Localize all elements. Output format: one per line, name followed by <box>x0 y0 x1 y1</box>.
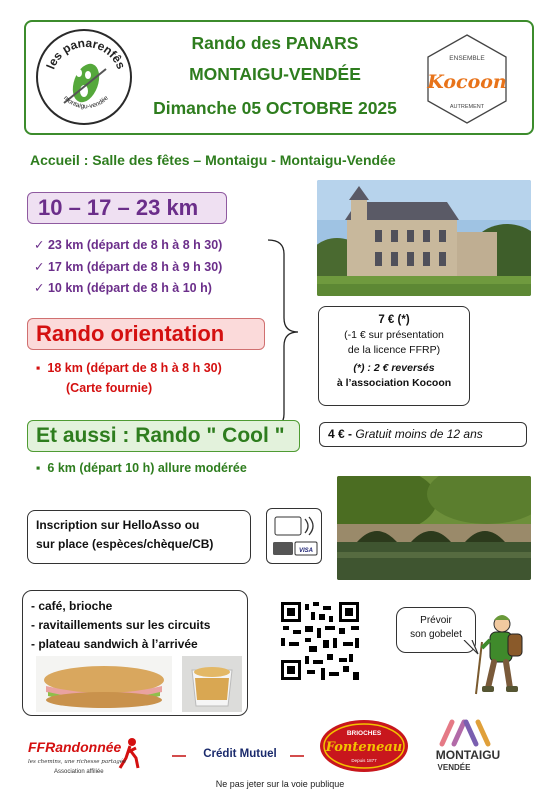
service-item: - plateau sandwich à l’arrivée <box>31 637 198 651</box>
check-icon: ✓ <box>34 238 48 252</box>
cool-free-note: Gratuit moins de 12 ans <box>355 427 483 441</box>
ffr-sub: Association affiliée <box>54 769 104 775</box>
bubble-line-2: son gobelet <box>410 629 462 640</box>
montaigu-vendee-logo <box>430 714 506 774</box>
bridge-photo <box>337 476 531 580</box>
distances-banner: 10 – 17 – 23 km <box>27 192 227 224</box>
price-amount: 7 € (*) <box>378 314 410 326</box>
fonteneau-top: BRIOCHES <box>346 730 382 737</box>
price-discount-2: de la licence FFRP) <box>347 344 441 356</box>
panarenfes-logo <box>36 29 132 125</box>
castle-photo <box>317 180 531 296</box>
bullet-icon: ▪ <box>36 461 48 475</box>
group-bracket <box>266 238 302 430</box>
orientation-banner: Rando orientation <box>27 318 265 350</box>
kocoon-bottom-text: AUTREMENT <box>449 104 485 110</box>
montaigu-sub: VENDÉE <box>437 763 471 772</box>
event-title: Rando des PANARS <box>191 33 359 53</box>
registration-box <box>27 510 251 564</box>
list-item: ▪ 6 km (départ 10 h) allure modérée <box>36 461 247 475</box>
ffr-name: FFRandonnée <box>28 739 122 755</box>
orientation-note: (Carte fournie) <box>66 381 153 395</box>
event-city: MONTAIGU-VENDÉE <box>189 64 361 84</box>
logo-ring-text: les panarenfês <box>43 35 129 72</box>
price-note-2: à l’association Kocoon <box>336 377 452 389</box>
visa-label: VISA <box>298 548 314 554</box>
cool-price: 4 € - <box>328 427 356 441</box>
venue-line: Accueil : Salle des fêtes – Montaigu - Montaigu-Vendée <box>30 152 396 168</box>
kocoon-logo <box>420 32 514 126</box>
footer-note: Ne pas jeter sur la voie publique <box>215 779 345 789</box>
price-discount: (-1 € sur présentation <box>344 329 444 341</box>
ffrandonnee-logo <box>24 732 144 778</box>
payment-methods <box>266 508 322 564</box>
bullet-icon: ▪ <box>36 361 48 375</box>
registration-line: Inscription sur HelloAsso ou <box>36 518 200 532</box>
hiker-illustration <box>470 612 530 696</box>
fonteneau-sub: Depuis 1877 <box>351 758 377 763</box>
ffr-tagline: les chemins, une richesse partagée <box>28 759 127 765</box>
list-item: ✓ 23 km (départ de 8 h à 8 h 30) <box>34 238 223 252</box>
registration-line-2: sur place (espèces/chèque/CB) <box>36 537 214 551</box>
kocoon-top-text: ENSEMBLE <box>449 55 485 62</box>
check-icon: ✓ <box>34 260 48 274</box>
qr-code[interactable] <box>279 600 361 682</box>
sandwich-image <box>36 656 172 712</box>
credit-mutuel-name: Crédit Mutuel <box>203 748 277 760</box>
bubble-line: Prévoir <box>420 615 452 626</box>
cool-banner: Et aussi : Rando " Cool " <box>27 420 300 452</box>
credit-mutuel-logo <box>170 745 306 761</box>
price-note: (*) : 2 € reversés <box>353 362 435 374</box>
brioche-cup-image <box>182 656 242 712</box>
logo-bottom-text: montaigu-vendée <box>62 94 110 111</box>
service-item: - café, brioche <box>31 599 113 613</box>
service-item: - ravitaillements sur les circuits <box>31 618 211 632</box>
kocoon-name: Kocoon <box>427 71 507 93</box>
list-item: ✓ 17 km (départ de 8 h à 9 h 30) <box>34 260 223 274</box>
price-box <box>318 306 470 406</box>
fonteneau-name: Fonteneau <box>325 740 403 755</box>
list-item: ▪ 18 km (départ de 8 h à 8 h 30) <box>36 361 222 375</box>
list-item: ✓ 10 km (départ de 8 h à 10 h) <box>34 281 212 295</box>
cool-price-box <box>319 422 527 447</box>
montaigu-name: MONTAIGU <box>435 748 501 762</box>
event-date: Dimanche 05 OCTOBRE 2025 <box>153 98 397 118</box>
fonteneau-logo <box>318 718 410 774</box>
check-icon: ✓ <box>34 281 48 295</box>
